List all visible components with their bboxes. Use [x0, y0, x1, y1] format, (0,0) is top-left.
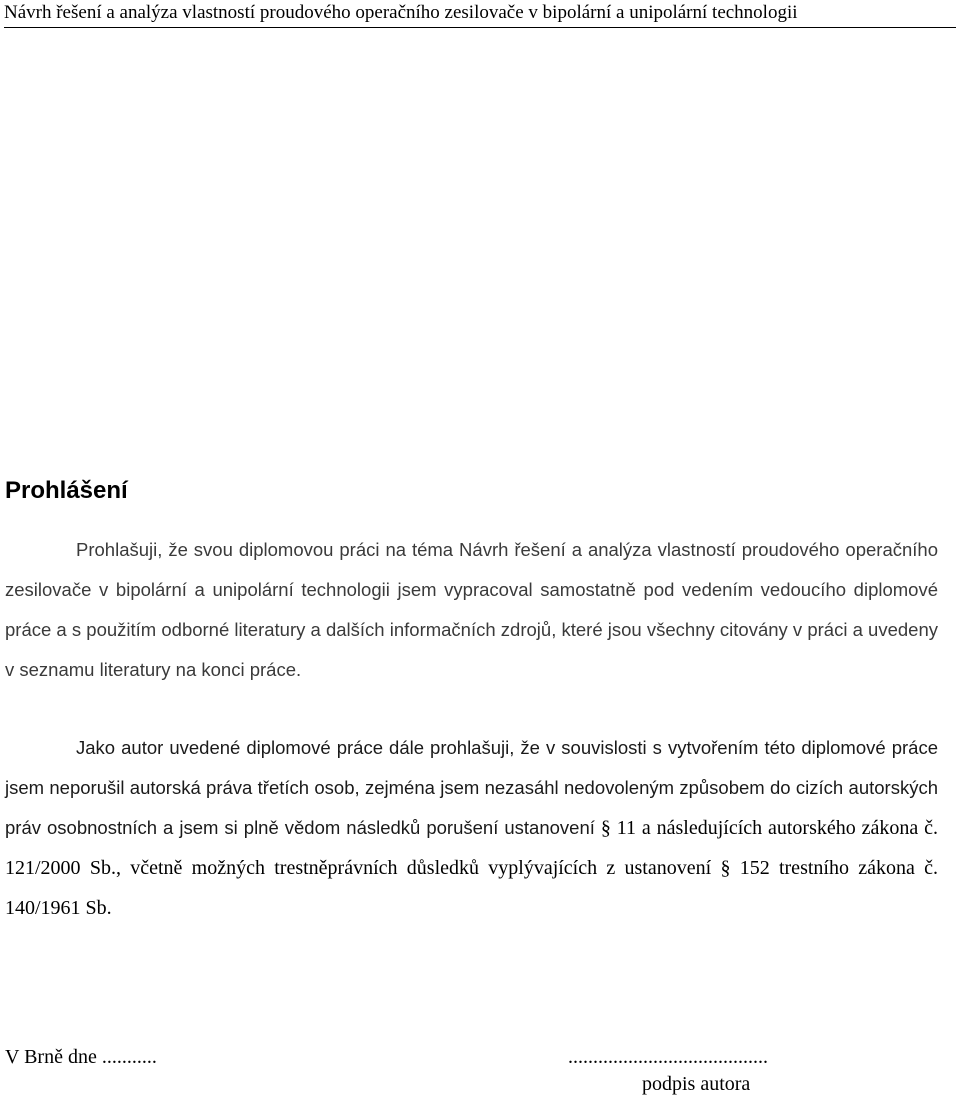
signature-line: ........................................ [568, 1046, 768, 1068]
place-date-line: V Brně dne ........... [5, 1046, 157, 1068]
signature-caption: podpis autora [642, 1073, 751, 1095]
running-header: Návrh řešení a analýza vlastností proudového operačního zesilovače v bipolární a unipolární technologii [4, 2, 798, 23]
declaration-paragraph-1: Prohlašuji, že svou diplomovou práci na téma Návrh řešení a analýza vlastností proudového operačního zesilovače v bipolární a unipolární technologii jsem vypracoval samostatně pod vedením vedoucího diplomové práce a s použitím odborné literatury a dalších informačních zdrojů, které jsou všechny citovány v práci a uvedeny v seznamu literatury na konci práce. [5, 539, 938, 680]
declaration-paragraph-2-text: Jako autor uvedené diplomové práce dále prohlašuji, že v souvislosti s vytvořením této diplomové práce jsem neporušil autorská práva třetích osob, zejména jsem nezasáhl nedovoleným způsobem do cizích autorských práv osobnostních a jsem si plně vědom následků porušení ustanovení [5, 737, 938, 838]
header-rule [4, 27, 956, 28]
declaration-paragraph-2 [5, 728, 938, 928]
declaration-title: Prohlášení [5, 477, 128, 504]
declaration-paragraph-2-legal-citation: § 11 a následujících autorského zákona č. 121/2000 Sb., včetně možných trestněprávních důsledků vyplývajících z ustanovení § 152 trestního zákona č. 140/1961 Sb. [5, 817, 938, 919]
